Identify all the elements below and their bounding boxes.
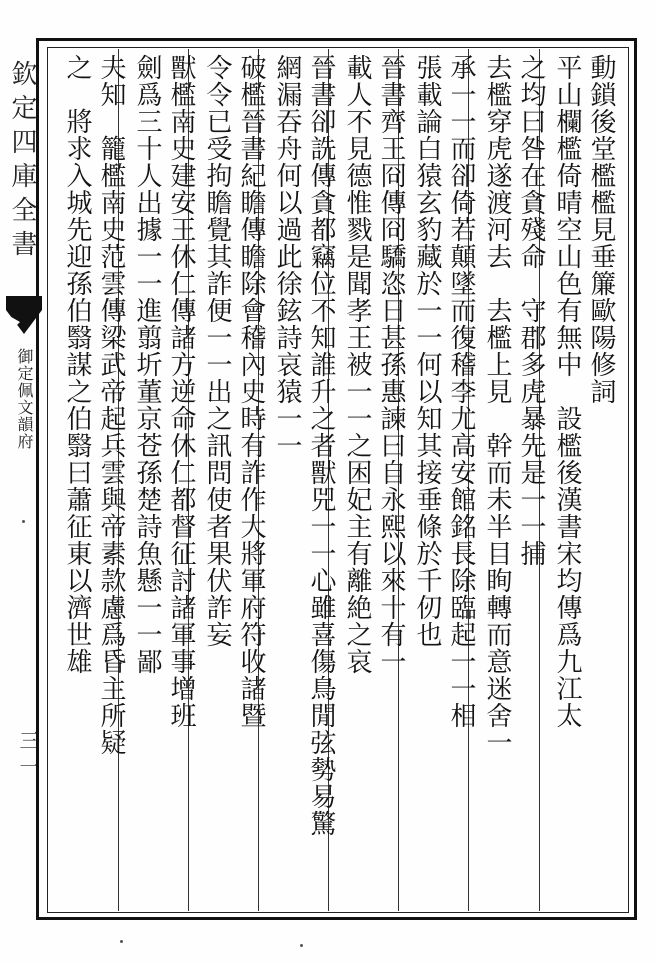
- text-column: 破檻晉書紀瞻傳瞻除會稽內史時有詐作大將軍府符收諸暨: [236, 54, 266, 729]
- text-column: 劍爲三十人出據一一進翦圻董京苍孫楚詩魚懸一一鄙: [132, 54, 162, 675]
- text-column: 晉書卻詵傳貪都竊位不知誰升之者獸兕一一心雖喜傷鳥閒弦勢易驚: [306, 54, 336, 837]
- text-column: 網漏吞舟何以過此徐鉉詩哀猿一一: [272, 54, 302, 459]
- ink-speck: [120, 940, 123, 943]
- page-number: 三一: [16, 730, 40, 782]
- ink-speck: [22, 520, 25, 523]
- text-column: 夫知 籠檻南史范雲傳梁武帝起兵雲與帝素款慮爲昏主所疑: [96, 54, 126, 756]
- text-column: 承一一而卻倚若顛墜而復稽李尤高安館銘長除臨起一一相: [446, 54, 476, 729]
- text-column: 獸檻南史建安王休仁傳諸方逆命休仁都督征討諸軍事增班: [166, 54, 196, 729]
- book-subtitle: 御定佩文韻府: [15, 348, 34, 450]
- text-column: 平山欄檻倚晴空山色有無中 設檻後漢書宋均傳爲九江太: [552, 54, 582, 729]
- text-column: 載人不見德惟戮是聞孝王被一一之困妃主有離絶之哀: [342, 54, 372, 675]
- ink-speck: [300, 944, 303, 947]
- text-column: 張載論白猿玄豹藏於一一何以知其接垂條於千仞也: [412, 54, 442, 648]
- text-column: 之均曰咎在貪殘命 守郡多虎暴先是一一捕: [516, 54, 546, 567]
- text-column: 去檻穿虎遂渡河去 去檻上見 幹而未半目眴轉而意迷舍一: [482, 54, 512, 756]
- text-column: 晉書齊王冏傳冏驕恣日甚孫惠諫曰自永熙以來十有一: [376, 54, 406, 675]
- text-column: 令令已受拘瞻覺其詐便一一出之訊問使者果伏詐妄: [202, 54, 232, 648]
- book-title: 欽定四庫全書: [7, 60, 37, 264]
- text-column: 動鎖後堂檻檻見垂簾歐陽修詞: [586, 54, 616, 405]
- text-column: 之 將求入城先迎孫伯翳謀之伯翳曰蕭征東以濟世雄: [62, 54, 92, 675]
